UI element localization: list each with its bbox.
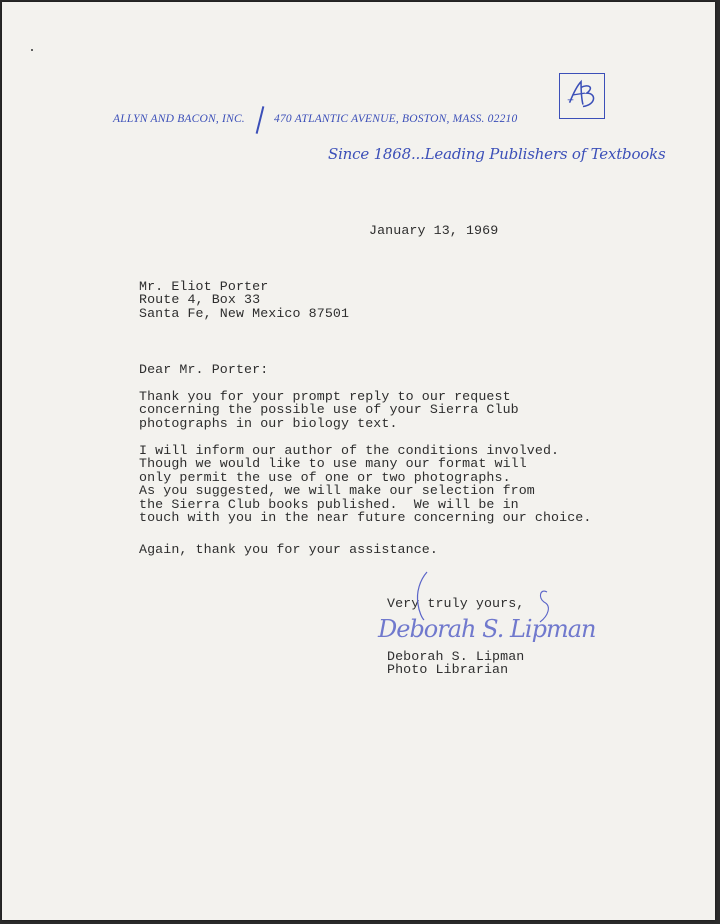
paragraph-3: Again, thank you for your assistance. [139, 542, 438, 557]
recipient-street: Route 4, Box 33 [139, 292, 261, 308]
paragraph-line: As you suggested, we will make our selection from [139, 483, 535, 499]
signer-title: Photo Librarian [387, 662, 509, 678]
signer-name: Deborah S. Lipman [387, 649, 525, 664]
paragraph-line: the Sierra Club books published. We will be in [139, 496, 519, 512]
paragraph-line: only permit the use of one or two photographs. [139, 469, 511, 485]
paragraph-line: touch with you in the near future concerning our choice. [139, 510, 592, 526]
letterhead-divider [256, 106, 265, 134]
paragraph-line: I will inform our author of the conditions involved. [139, 443, 560, 458]
salutation: Dear Mr. Porter: [139, 362, 269, 377]
paragraph-line: Thank you for your prompt reply to our request [139, 389, 511, 404]
publisher-logo [559, 73, 605, 119]
recipient-name: Mr. Eliot Porter [139, 279, 269, 294]
paragraph-1 [139, 390, 519, 430]
letterhead-tagline: Since 1868...Leading Publishers of Textbooks [328, 145, 666, 163]
letter-date: January 13, 1969 [369, 223, 499, 238]
recipient-address [139, 280, 349, 320]
letterhead-address: 470 ATLANTIC AVENUE, BOSTON, MASS. 02210 [274, 113, 518, 125]
paper-speck [31, 49, 33, 51]
closing: Very truly yours, [387, 596, 525, 611]
paragraph-line: photographs in our biology text. [139, 415, 398, 431]
letterhead-company: ALLYN AND BACON, INC. [113, 113, 245, 125]
paragraph-line: concerning the possible use of your Sierra Club [139, 402, 519, 418]
signature-block [387, 650, 524, 677]
paragraph-2 [139, 444, 591, 524]
paragraph-line: Though we would like to use many our format will [139, 456, 527, 472]
letter-page [2, 2, 715, 920]
signature-script: Deborah S. Lipman [378, 615, 596, 643]
ab-monogram-icon [560, 74, 604, 118]
recipient-city: Santa Fe, New Mexico 87501 [139, 305, 350, 321]
